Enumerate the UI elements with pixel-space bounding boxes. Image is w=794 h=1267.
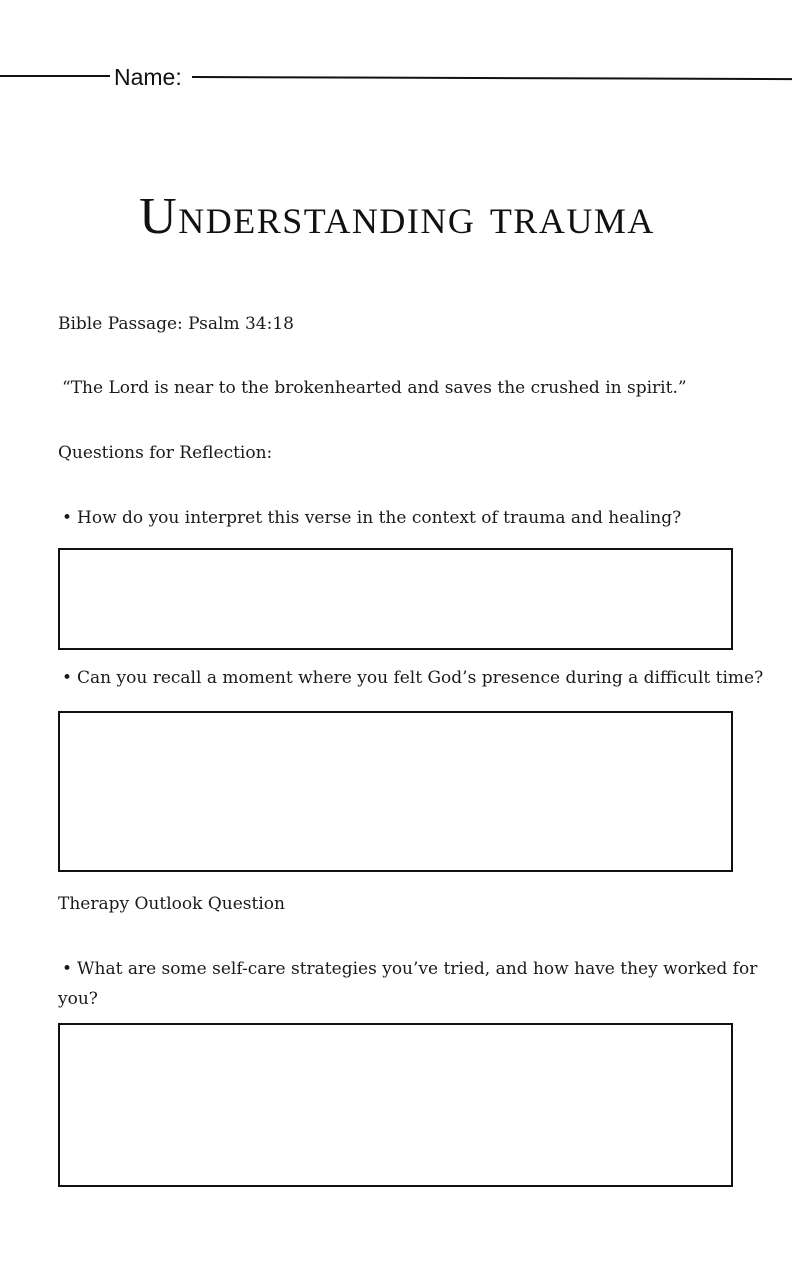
bullet-icon: • — [62, 668, 73, 688]
reflection-heading: Questions for Reflection: — [58, 443, 273, 463]
answer-box-2[interactable] — [58, 711, 733, 872]
bible-passage-quote: “The Lord is near to the brokenhearted and saves the crushed in spirit.” — [62, 378, 687, 398]
therapy-question — [58, 954, 758, 1014]
name-label: Name: — [114, 64, 182, 90]
answer-box-1[interactable] — [58, 548, 733, 650]
reflection-question-1 — [62, 505, 681, 531]
name-line-left — [0, 75, 110, 77]
page-title: Understanding trauma — [139, 188, 655, 245]
bullet-icon: • — [62, 508, 73, 528]
answer-box-3[interactable] — [58, 1023, 733, 1187]
name-field-line[interactable] — [192, 76, 792, 80]
bible-passage-label: Bible Passage: Psalm 34:18 — [58, 314, 294, 334]
bullet-icon: • — [62, 959, 73, 979]
reflection-question-2 — [62, 665, 763, 691]
therapy-question-text: What are some self-care strategies you’ve tried, and how have they worked for you? — [58, 959, 758, 1009]
reflection-question-2-text: Can you recall a moment where you felt God’s presence during a difficult time? — [77, 668, 764, 688]
therapy-heading: Therapy Outlook Question — [58, 894, 285, 914]
reflection-question-1-text: How do you interpret this verse in the context of trauma and healing? — [77, 508, 682, 528]
